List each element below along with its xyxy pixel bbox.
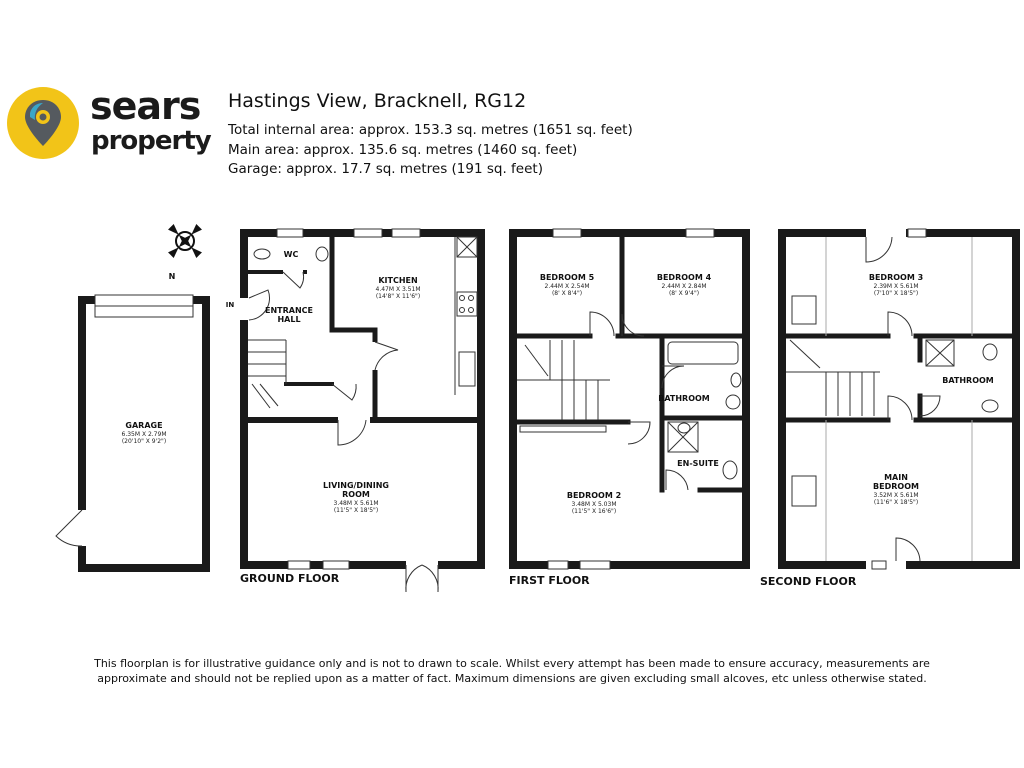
- kitchen-dim-ft: (14'8" X 11'6"): [375, 293, 421, 300]
- bedroom2-dim-ft: (11'5" X 16'6"): [571, 508, 617, 515]
- entrance-hall-label-1: ENTRANCE: [265, 306, 313, 315]
- garage-area-text: Garage: approx. 17.7 sq. metres (191 sq. feet): [228, 161, 543, 177]
- living-label-1: LIVING/DINING: [323, 481, 389, 490]
- main-bedroom-dim-m: 3.52M X 5.61M: [873, 492, 919, 499]
- total-area-text: Total internal area: approx. 153.3 sq. metres (1651 sq. feet): [228, 122, 633, 138]
- entrance-hall-label-2: HALL: [277, 315, 301, 324]
- bedroom5-dim-ft: (8' X 8'4"): [551, 290, 583, 297]
- ensuite-label: EN-SUITE: [677, 459, 719, 468]
- compass-icon: [168, 224, 202, 258]
- bedroom4-dim-ft: (8' X 9'4"): [668, 290, 700, 297]
- main-area-text: Main area: approx. 135.6 sq. metres (1460 sq. feet): [228, 142, 578, 158]
- main-bedroom-dim-ft: (11'6" X 18'5"): [873, 499, 919, 506]
- living-label-2: ROOM: [342, 490, 370, 499]
- bathroom-first-label: BATHROOM: [658, 394, 710, 403]
- second-floor-plan: [760, 229, 1016, 588]
- garage-dim-m: 6.35M X 2.79M: [121, 431, 167, 438]
- entry-label: IN: [225, 301, 235, 309]
- main-bedroom-label-2: BEDROOM: [873, 482, 919, 491]
- wc-label: WC: [283, 250, 299, 259]
- ground-floor-label: GROUND FLOOR: [240, 572, 340, 585]
- bedroom2-dim-m: 3.48M X 5.03M: [571, 501, 617, 508]
- disclaimer-line-1: This floorplan is for illustrative guidance only and is not to drawn to scale. Whilst every attempt has been made to ensure accuracy, measurements are: [94, 657, 930, 670]
- kitchen-label: KITCHEN: [378, 276, 418, 285]
- bedroom5-label: BEDROOM 5: [539, 273, 595, 282]
- kitchen-dim-m: 4.47M X 3.51M: [375, 286, 421, 293]
- bedroom5-dim-m: 2.44M X 2.54M: [544, 283, 590, 290]
- first-floor-label: FIRST FLOOR: [509, 574, 590, 587]
- garage-dim-ft: (20'10" X 9'2"): [121, 438, 167, 445]
- first-floor-plan: [509, 229, 746, 587]
- garage-plan: [56, 295, 206, 568]
- disclaimer: [60, 656, 964, 686]
- bedroom2-label: BEDROOM 2: [566, 491, 622, 500]
- main-bedroom-label-1: MAIN: [884, 473, 908, 482]
- property-title: Hastings View, Bracknell, RG12: [228, 90, 527, 112]
- garage-label: GARAGE: [125, 421, 163, 430]
- living-dim-m: 3.48M X 5.61M: [333, 500, 379, 507]
- bedroom3-label: BEDROOM 3: [868, 273, 924, 282]
- living-dim-ft: (11'5" X 18'5"): [333, 507, 379, 514]
- ground-floor-plan: [226, 229, 481, 592]
- second-floor-label: SECOND FLOOR: [760, 575, 857, 588]
- disclaimer-line-2: approximate and should not be replied upon as a matter of fact. Maximum dimensions are given excluding small alcoves, etc unless otherwise stated.: [97, 672, 927, 685]
- bedroom3-dim-ft: (7'10" X 18'5"): [873, 290, 919, 297]
- bedroom4-dim-m: 2.44M X 2.84M: [661, 283, 707, 290]
- bathroom-second-label: BATHROOM: [942, 376, 994, 385]
- bedroom3-dim-m: 2.39M X 5.61M: [873, 283, 919, 290]
- brand-name-line2: property: [91, 126, 211, 156]
- bedroom4-label: BEDROOM 4: [656, 273, 712, 282]
- brand-name-line1: sears: [90, 84, 201, 128]
- compass-north-label: N: [168, 272, 176, 281]
